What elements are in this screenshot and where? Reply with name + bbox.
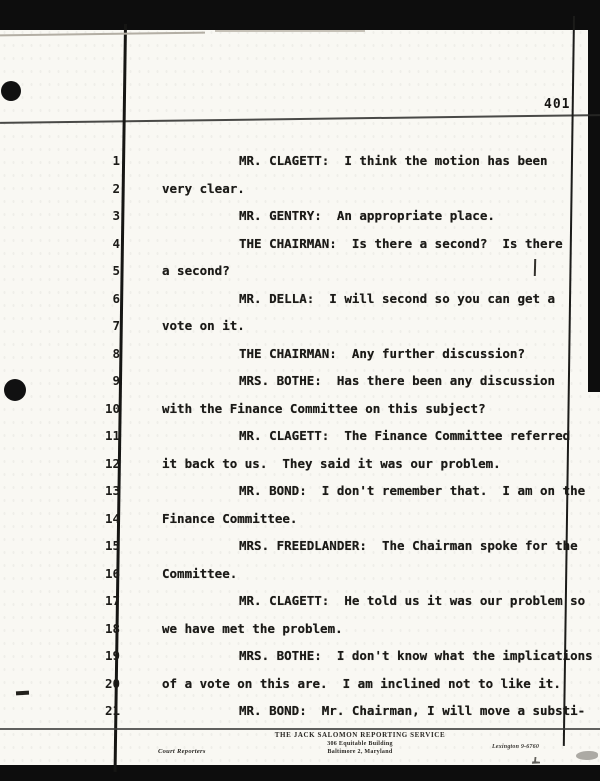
transcript-row (0, 208, 600, 224)
line-number: 12 (104, 455, 120, 471)
line-number: 17 (104, 593, 120, 608)
line-number: 5 (112, 263, 120, 278)
transcript-row (0, 593, 600, 609)
scan-smudge (576, 751, 598, 760)
transcript-line-text: MR. CLAGETT: The Finance Committee referred (239, 428, 571, 443)
transcript-line-text: of a vote on this are. I am inclined not to like it. (162, 675, 561, 691)
transcript-row (0, 236, 600, 252)
line-number: 2 (112, 180, 120, 196)
transcript-line-text: a second? (162, 263, 230, 278)
footer-rule (0, 728, 600, 730)
transcript-line-text: THE CHAIRMAN: Is there a second? Is there (239, 235, 563, 251)
transcript-line-text: Committee. (162, 565, 238, 581)
reporting-service-city: Baltimore 2, Maryland (327, 749, 393, 755)
transcript-row (0, 318, 600, 334)
header-rule (0, 114, 600, 124)
transcript-line-text: it back to us. They said it was our problem. (162, 455, 501, 471)
footer-letterhead (230, 731, 490, 756)
line-number: 18 (104, 620, 120, 636)
transcript-row (0, 703, 600, 719)
line-number: 3 (112, 208, 120, 223)
line-number: 4 (112, 235, 120, 251)
scan-smudge (534, 259, 536, 276)
transcript-line-text: MR. DELLA: I will second so you can get a (239, 290, 556, 306)
reporting-service-address: 306 Equitable Building (327, 741, 393, 747)
line-number: 9 (112, 373, 120, 388)
transcript-row (0, 648, 600, 664)
transcript-row (0, 346, 600, 362)
transcript-row (0, 291, 600, 307)
transcript-line-text: MR. CLAGETT: I think the motion has been (239, 153, 548, 168)
transcript-line-text: Finance Committee. (162, 510, 298, 526)
line-number: 8 (112, 345, 120, 361)
transcript-row (0, 538, 600, 554)
line-number: 20 (104, 675, 120, 691)
line-number: 15 (104, 538, 120, 553)
transcript-line-text: MRS. FREEDLANDER: The Chairman spoke for the (239, 538, 578, 553)
transcript-line-text: we have met the problem. (162, 620, 343, 636)
scan-smudge (16, 691, 29, 696)
line-number: 10 (104, 400, 120, 416)
transcript-line-text: MRS. BOTHE: I don't know what the implications (239, 648, 593, 663)
transcript-line-text: MR. BOND: Mr. Chairman, I will move a substi- (239, 703, 586, 718)
line-number: 14 (104, 510, 120, 526)
transcript-row (0, 511, 600, 527)
line-number: 21 (104, 703, 120, 718)
hole-punch (1, 81, 21, 101)
transcript-line-text: MRS. BOTHE: Has there been any discussion (239, 373, 556, 388)
transcript-row (0, 676, 600, 692)
line-number: 11 (104, 428, 120, 443)
transcript-row (0, 483, 600, 499)
transcript-line-text: with the Finance Committee on this subject? (162, 400, 486, 416)
transcript-row (0, 428, 600, 444)
scan-edge-top (0, 0, 600, 30)
scan-smudge (531, 757, 540, 765)
line-number: 1 (112, 153, 120, 168)
transcript-line-text: very clear. (162, 180, 245, 196)
transcript-row (0, 566, 600, 582)
line-number: 7 (112, 318, 120, 333)
page-number: 401 (544, 97, 571, 112)
transcript-row (0, 373, 600, 389)
transcript-row (0, 181, 600, 197)
scan-smudge (215, 30, 365, 32)
line-number: 13 (104, 483, 120, 498)
transcript-line-text: vote on it. (162, 318, 245, 333)
scan-edge-bottom (0, 765, 600, 781)
transcript-row (0, 401, 600, 417)
transcript-line-text: MR. BOND: I don't remember that. I am on the (239, 483, 586, 498)
line-number: 6 (112, 290, 120, 306)
transcript-line-text: MR. CLAGETT: He told us it was our problem so (239, 593, 586, 608)
line-number: 19 (104, 648, 120, 663)
transcript-row (0, 263, 600, 279)
footer-court-reporters: Court Reporters (158, 748, 206, 755)
line-number: 16 (104, 565, 120, 581)
footer-phone: Lexington 9-6760 (492, 744, 540, 750)
scan-smudge (0, 32, 205, 37)
transcript-row (0, 153, 600, 169)
transcript-row (0, 456, 600, 472)
transcript-line-text: THE CHAIRMAN: Any further discussion? (239, 345, 525, 361)
transcript-row (0, 621, 600, 637)
transcript-line-text: MR. GENTRY: An appropriate place. (239, 208, 495, 223)
reporting-service-name: THE JACK SALOMON REPORTING SERVICE (274, 731, 446, 739)
